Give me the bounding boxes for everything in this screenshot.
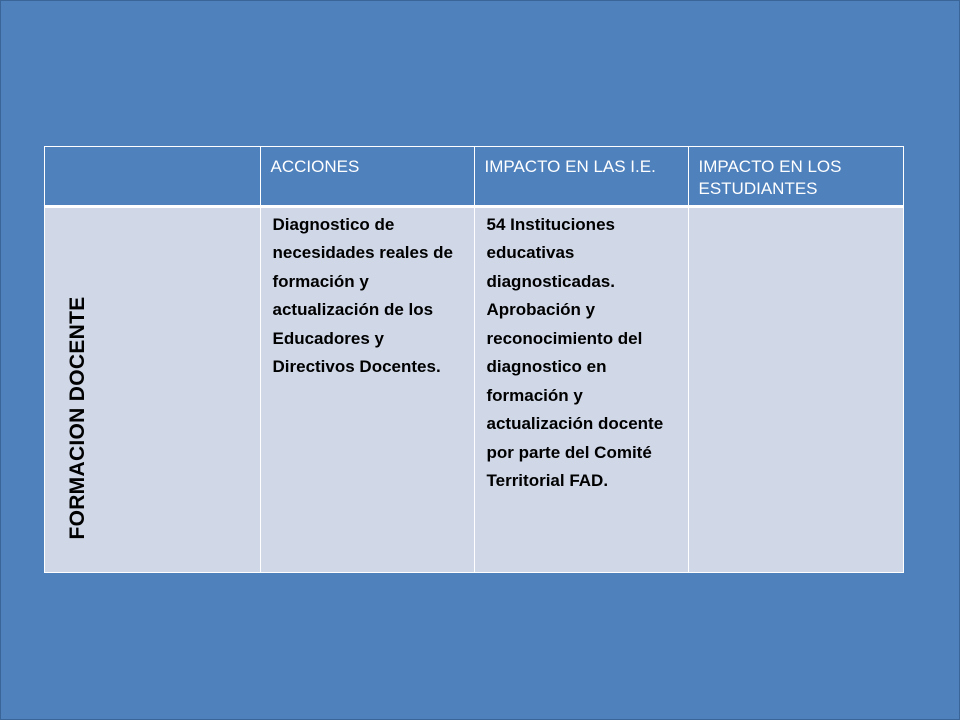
header-row	[45, 147, 903, 206]
table	[45, 147, 903, 572]
impact-table	[44, 146, 904, 573]
header-cell-acciones: ACCIONES	[260, 147, 474, 206]
impacto-estudiantes-cell	[688, 206, 903, 572]
header-cell-impacto-estudiantes: IMPACTO EN LOS ESTUDIANTES	[688, 147, 903, 206]
category-cell	[45, 206, 260, 572]
acciones-cell: Diagnostico de necesidades reales de formación y actualización de los Educadores y Directivos Docentes.	[260, 206, 474, 572]
category-label: FORMACION DOCENTE	[65, 295, 89, 540]
table-row	[45, 206, 903, 572]
impacto-ie-cell: 54 Instituciones educativas diagnosticadas. Aprobación y reconocimiento del diagnostico en formación y actualización docente por parte del Comité Territorial FAD.	[474, 206, 688, 572]
header-cell-impacto-ie: IMPACTO EN LAS I.E.	[474, 147, 688, 206]
header-cell-empty	[45, 147, 260, 206]
